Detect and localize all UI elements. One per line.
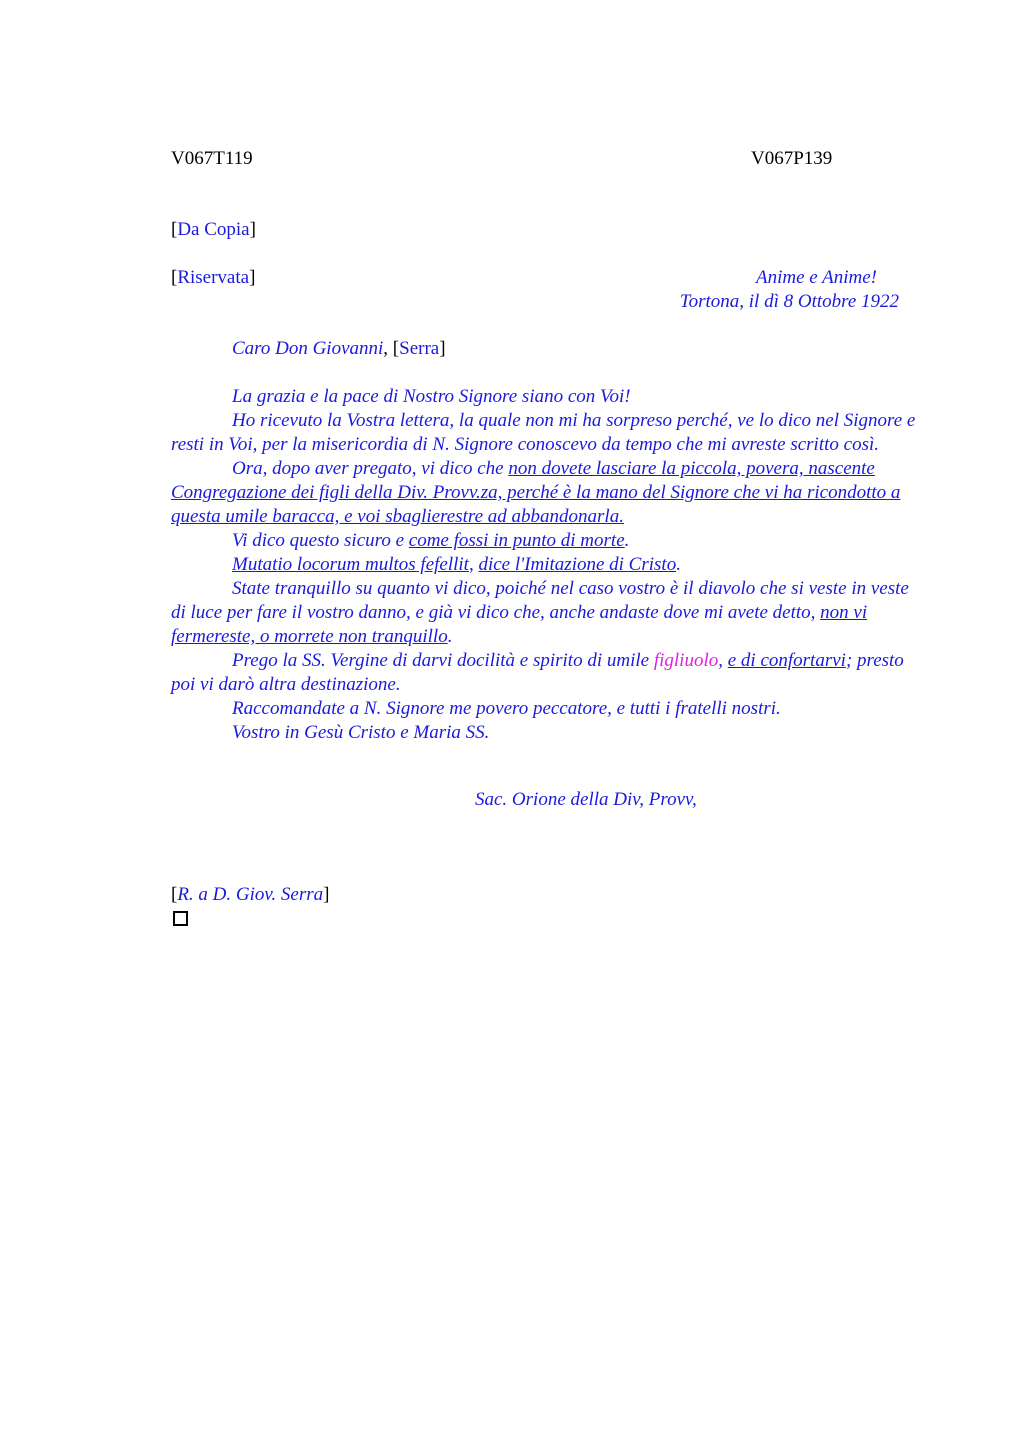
- tranquil-underlined: non vi fermereste, o morrete non tranquillo: [171, 602, 868, 647]
- body-paragraph-received: Ho ricevuto la Vostra lettera, la quale non mi ha sorpreso perché, ve lo dico nel Signore e resti in Voi, per la misericordia di N. Signore conoscevo da tempo che mi avreste scritto così.: [171, 410, 916, 455]
- advice-underlined: non dovete lasciare la piccola, povera, nascente Congregazione dei figli della Div. Provv.za, perché è la mano del Signore che vi ha ricondotto a questa umile baracca, e voi sbaglierestre ad abbandonarla.: [171, 458, 901, 527]
- quote-source: dice l'Imitazione di Cristo: [478, 554, 677, 575]
- body-paragraph-closing: Vostro in Gesù Cristo e Maria SS.: [232, 722, 490, 743]
- body-paragraph-greeting: La grazia e la pace di Nostro Signore siano con Voi!: [232, 386, 631, 407]
- checkbox-square-icon: [173, 911, 188, 926]
- salutation-comma: ,: [383, 338, 389, 359]
- prayer-sep: ,: [718, 650, 728, 671]
- salutation-text: Caro Don Giovanni: [232, 338, 384, 359]
- source-note: [Da Copia]: [171, 219, 256, 240]
- prayer-underlined: e di confortarvi: [727, 650, 846, 671]
- prayer-lead: Prego la SS. Vergine di darvi docilità e spirito di umile: [232, 650, 654, 671]
- certainty-lead: Vi dico questo sicuro e: [232, 530, 409, 551]
- footer-note: [R. a D. Giov. Serra]: [171, 884, 330, 905]
- quote-end: .: [676, 554, 681, 575]
- body-paragraph-certainty: [171, 529, 923, 553]
- place-date: Tortona, il dì 8 Ottobre 1922: [679, 291, 899, 312]
- prayer-end: ; presto poi vi darò altra destinazione.: [171, 650, 904, 695]
- prayer-highlight: figliuolo: [653, 650, 719, 671]
- quote-latin: Mutatio locorum multos fefellit: [232, 554, 469, 575]
- tranquil-lead: State tranquillo su quanto vi dico, poiché nel caso vostro è il diavolo che si veste in veste di luce per fare il vostro danno, e già vi dico che, anche andaste dove mi avete detto,: [171, 578, 909, 623]
- signature: Sac. Orione della Div, Provv,: [475, 789, 697, 810]
- tranquil-end: .: [447, 626, 453, 647]
- body-paragraph-commend: Raccomandate a N. Signore me povero peccatore, e tutti i fratelli nostri.: [232, 698, 781, 719]
- source-note-text: Da Copia: [177, 219, 250, 240]
- body-paragraph-tranquil: [171, 577, 923, 649]
- body-paragraph-advice: [171, 457, 923, 529]
- confidential-note-text: Riservata: [177, 267, 250, 288]
- body-paragraph-prayer: [171, 649, 923, 697]
- certainty-end: .: [624, 530, 630, 551]
- certainty-underlined: come fossi in punto di morte: [408, 530, 625, 551]
- motto: Anime e Anime!: [756, 267, 877, 288]
- quote-sep: ,: [468, 554, 479, 575]
- header-left-code: V067T119: [171, 148, 253, 169]
- body-paragraph-quote: [171, 553, 923, 577]
- footer-note-text: R. a D. Giov. Serra: [177, 884, 324, 905]
- confidential-note: [Riservata]: [171, 267, 256, 288]
- advice-lead: Ora, dopo aver pregato, vi dico che: [232, 458, 509, 479]
- salutation: Caro Don Giovanni, [Serra]: [232, 338, 446, 359]
- letter-body: [171, 385, 923, 745]
- salutation-surname: Serra: [399, 338, 440, 359]
- header-right-code: V067P139: [751, 148, 833, 169]
